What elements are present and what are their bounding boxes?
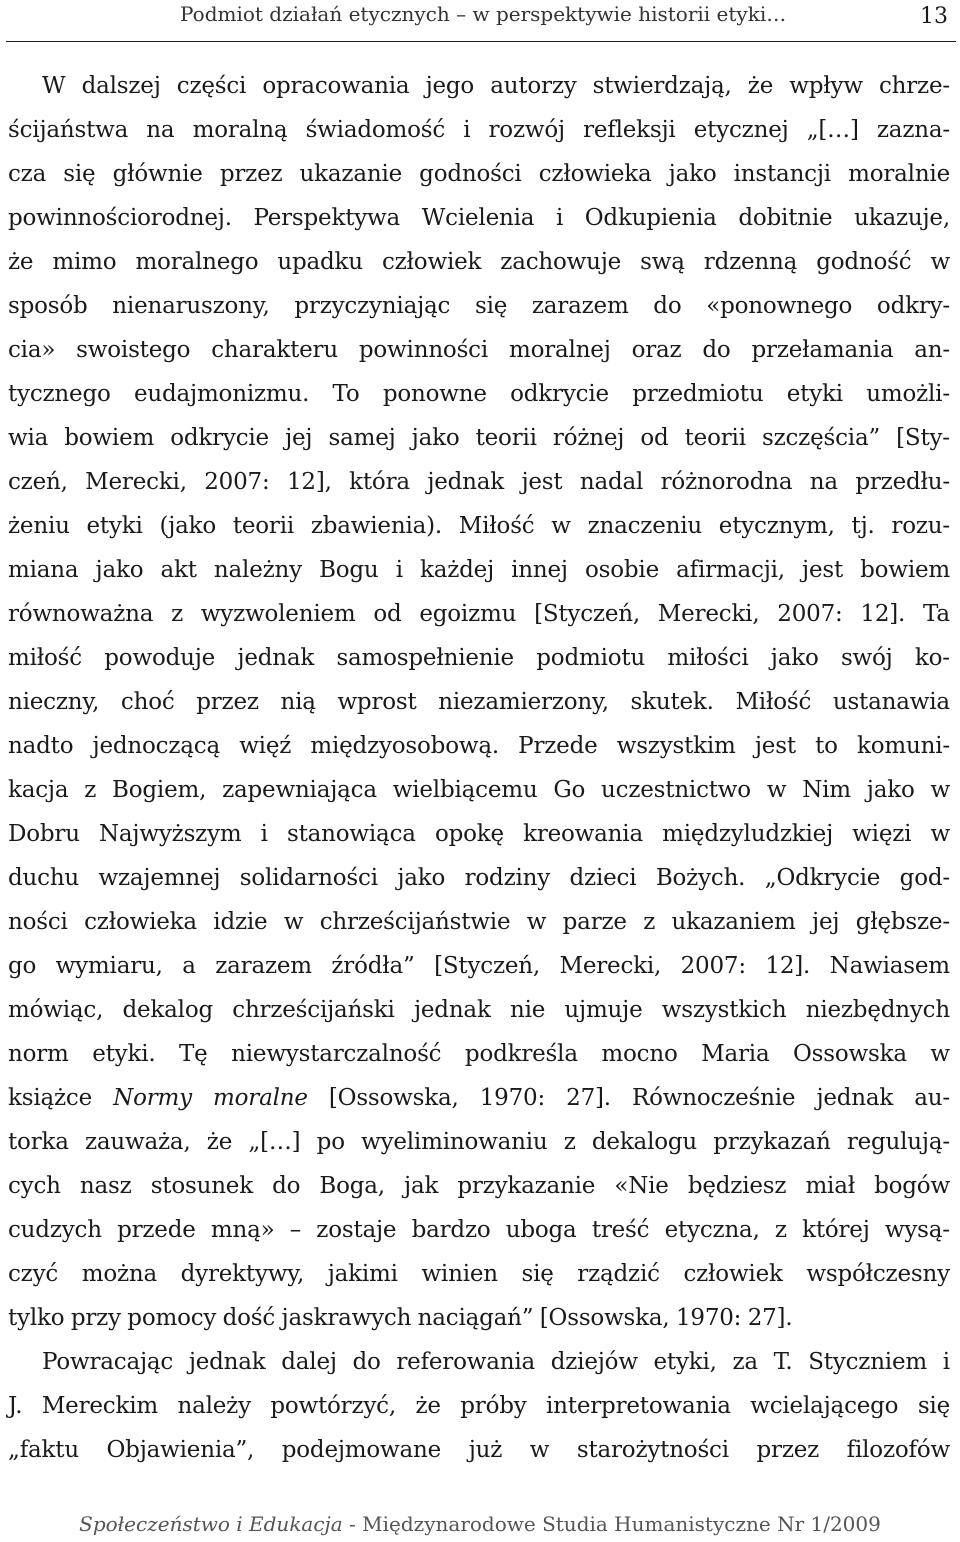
text-line: J. Mereckim należy powtórzyć, że próby interpretowania wcielającego się xyxy=(8,1393,950,1419)
footer-journal-title: Społeczeństwo i Edukacja xyxy=(79,1512,343,1536)
text-line: wia bowiem odkrycie jej samej jako teorii różnej od teorii szczęścia” [Sty- xyxy=(8,425,950,451)
text-line: W dalszej części opracowania jego autorzy stwierdzają, że wpływ chrze- xyxy=(42,73,950,99)
text-line: czyć można dyrektywy, jakimi winien się rządzić człowiek współczesny xyxy=(8,1261,950,1287)
page-number: 13 xyxy=(920,4,948,29)
text-line: torka zauważa, że „[…] po wyeliminowaniu z dekalogu przykazań regulują- xyxy=(8,1129,950,1155)
text-line: cia» swoistego charakteru powinności moralnej oraz do przełamania an- xyxy=(8,337,950,363)
text-line: żeniu etyki (jako teorii zbawienia). Miłość w znaczeniu etycznym, tj. rozu- xyxy=(8,513,950,539)
text-line: nadto jednoczącą więź międzyosobową. Przede wszystkim jest to komuni- xyxy=(8,733,950,759)
text-line: tylko przy pomocy dość jaskrawych naciągań” [Ossowska, 1970: 27]. xyxy=(8,1305,793,1331)
text-line: cza się głównie przez ukazanie godności człowieka jako instancji moralnie xyxy=(8,161,950,187)
text-line: tycznego eudajmonizmu. To ponowne odkrycie przedmiotu etyki umożli- xyxy=(8,381,950,407)
text-line: książce Normy moralne [Ossowska, 1970: 27]. Równocześnie jednak au- xyxy=(8,1085,950,1111)
body-text xyxy=(8,64,950,1472)
text-line: nieczny, choć przez nią wprost niezamierzony, skutek. Miłość ustanawia xyxy=(8,689,950,715)
text-line: miana jako akt należny Bogu i każdej innej osobie afirmacji, jest bowiem xyxy=(8,557,950,583)
text-line: Powracając jednak dalej do referowania dziejów etyki, za T. Styczniem i xyxy=(42,1349,950,1375)
footer-journal-subtitle: - Międzynarodowe Studia Humanistyczne Nr 1/2009 xyxy=(342,1512,881,1536)
text-line: sposób nienaruszony, przyczyniając się zarazem do «ponownego odkry- xyxy=(8,293,950,319)
running-title: Podmiot działań etycznych – w perspektywie historii etyki… xyxy=(180,2,787,26)
text-line: cych nasz stosunek do Boga, jak przykazanie «Nie będziesz miał bogów xyxy=(8,1173,950,1199)
text-line: kacja z Bogiem, zapewniająca wielbiącemu Go uczestnictwo w Nim jako w xyxy=(8,777,950,803)
text-line: że mimo moralnego upadku człowiek zachowuje swą rdzenną godność w xyxy=(8,249,950,275)
text-line: ścijaństwa na moralną świadomość i rozwój refleksji etycznej „[…] zazna- xyxy=(8,117,950,143)
text-line: norm etyki. Tę niewystarczalność podkreśla mocno Maria Ossowska w xyxy=(8,1041,950,1067)
page-footer xyxy=(0,1512,960,1536)
text-line: Dobru Najwyższym i stanowiąca opokę kreowania międzyludzkiej więzi w xyxy=(8,821,950,847)
text-line: mówiąc, dekalog chrześcijański jednak nie ujmuje wszystkich niezbędnych xyxy=(8,997,950,1023)
text-line: go wymiaru, a zarazem źródła” [Styczeń, Merecki, 2007: 12]. Nawiasem xyxy=(8,953,950,979)
text-line: równoważna z wyzwoleniem od egoizmu [Styczeń, Merecki, 2007: 12]. Ta xyxy=(8,601,950,627)
text-line: powinnościorodnej. Perspektywa Wcielenia i Odkupienia dobitnie ukazuje, xyxy=(8,205,950,231)
header-divider xyxy=(6,41,956,42)
page-header xyxy=(0,0,960,42)
text-line: czeń, Merecki, 2007: 12], która jednak jest nadal różnorodna na przedłu- xyxy=(8,469,950,495)
text-line: „faktu Objawienia”, podejmowane już w starożytności przez filozofów xyxy=(8,1437,950,1463)
text-line: miłość powoduje jednak samospełnienie podmiotu miłości jako swój ko- xyxy=(8,645,950,671)
text-line: ności człowieka idzie w chrześcijaństwie w parze z ukazaniem jej głębsze- xyxy=(8,909,950,935)
text-line: duchu wzajemnej solidarności jako rodziny dzieci Bożych. „Odkrycie god- xyxy=(8,865,950,891)
text-line: cudzych przede mną» – zostaje bardzo uboga treść etyczna, z której wysą- xyxy=(8,1217,950,1243)
